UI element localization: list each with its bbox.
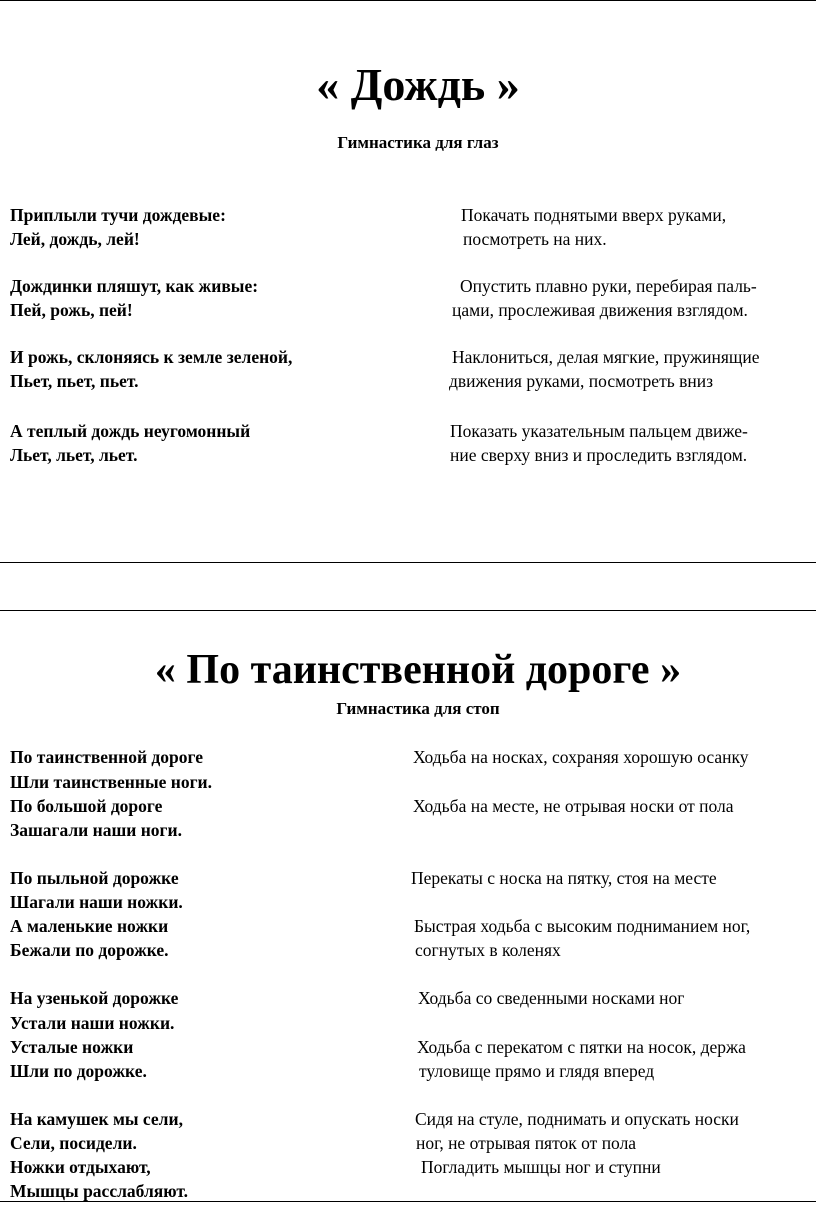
instruction-line: ног, не отрывая пяток от пола bbox=[416, 1133, 637, 1153]
poem-line: Шли по дорожке. bbox=[10, 1061, 147, 1081]
instruction-line: цами, прослеживая движения взглядом. bbox=[452, 300, 748, 320]
poem-line: Шли таинственные ноги. bbox=[10, 772, 213, 792]
poem-line: Усталые ножки bbox=[10, 1037, 134, 1057]
section-subtitle-eyes: Гимнастика для глаз bbox=[337, 133, 499, 152]
poem-line: Шагали наши ножки. bbox=[10, 892, 183, 912]
instruction-line: Быстрая ходьба с высоким подниманием ног, bbox=[414, 916, 751, 936]
poem-line: На камушек мы сели, bbox=[10, 1109, 183, 1129]
instruction-line: Ходьба со сведенными носками ног bbox=[418, 988, 685, 1008]
poem-line: По таинственной дороге bbox=[10, 747, 203, 767]
section-title-road: « По таинственной дороге » bbox=[154, 647, 682, 693]
poem-line: Устали наши ножки. bbox=[10, 1013, 175, 1033]
poem-line: А теплый дождь неугомонный bbox=[10, 421, 251, 441]
poem-line: Мышцы расслабляют. bbox=[10, 1181, 189, 1201]
poem-line: Пьет, пьет, пьет. bbox=[10, 371, 139, 391]
top-border-line bbox=[0, 0, 816, 1]
poem-line: И рожь, склоняясь к земле зеленой, bbox=[10, 347, 293, 367]
poem-line: По пыльной дорожке bbox=[10, 868, 179, 888]
instruction-line: посмотреть на них. bbox=[463, 229, 607, 249]
instruction-line: Ходьба с перекатом с пятки на носок, держа bbox=[417, 1037, 746, 1057]
instruction-line: движения руками, посмотреть вниз bbox=[449, 371, 713, 391]
section-divider-top bbox=[0, 562, 816, 563]
poem-line: Сели, посидели. bbox=[10, 1133, 137, 1153]
instruction-line: Погладить мышцы ног и ступни bbox=[421, 1157, 661, 1177]
instruction-line: Наклониться, делая мягкие, пружинящие bbox=[452, 347, 760, 367]
poem-line: А маленькие ножки bbox=[10, 916, 169, 936]
instruction-line: ние сверху вниз и проследить взглядом. bbox=[450, 445, 748, 465]
section-title-rain: « Дождь » bbox=[316, 59, 520, 110]
instruction-line: Покачать поднятыми вверх руками, bbox=[461, 205, 727, 225]
poem-line: Лей, дождь, лей! bbox=[10, 229, 140, 249]
instruction-line: согнутых в коленях bbox=[415, 940, 561, 960]
poem-line: Приплыли тучи дождевые: bbox=[10, 205, 226, 225]
instruction-line: туловище прямо и глядя вперед bbox=[419, 1061, 655, 1081]
poem-line: По большой дороге bbox=[10, 796, 163, 816]
poem-line: Дождинки пляшут, как живые: bbox=[10, 276, 259, 296]
instruction-line: Ходьба на носках, сохраняя хорошую осанку bbox=[413, 747, 749, 767]
instruction-line: Показать указательным пальцем движе- bbox=[450, 421, 748, 441]
section-divider-bottom bbox=[0, 610, 816, 611]
poem-line: Льет, льет, льет. bbox=[10, 445, 138, 465]
poem-line: Бежали по дорожке. bbox=[10, 940, 169, 960]
instruction-line: Сидя на стуле, поднимать и опускать носки bbox=[415, 1109, 739, 1129]
poem-line: На узенькой дорожке bbox=[10, 988, 179, 1008]
section-subtitle-feet: Гимнастика для стоп bbox=[336, 699, 500, 718]
instruction-line: Опустить плавно руки, перебирая паль- bbox=[460, 276, 757, 296]
poem-line: Ножки отдыхают, bbox=[10, 1157, 151, 1177]
poem-line: Зашагали наши ноги. bbox=[10, 820, 182, 840]
poem-line: Пей, рожь, пей! bbox=[10, 300, 133, 320]
instruction-line: Перекаты с носка на пятку, стоя на месте bbox=[411, 868, 717, 888]
instruction-line: Ходьба на месте, не отрывая носки от пола bbox=[413, 796, 734, 816]
